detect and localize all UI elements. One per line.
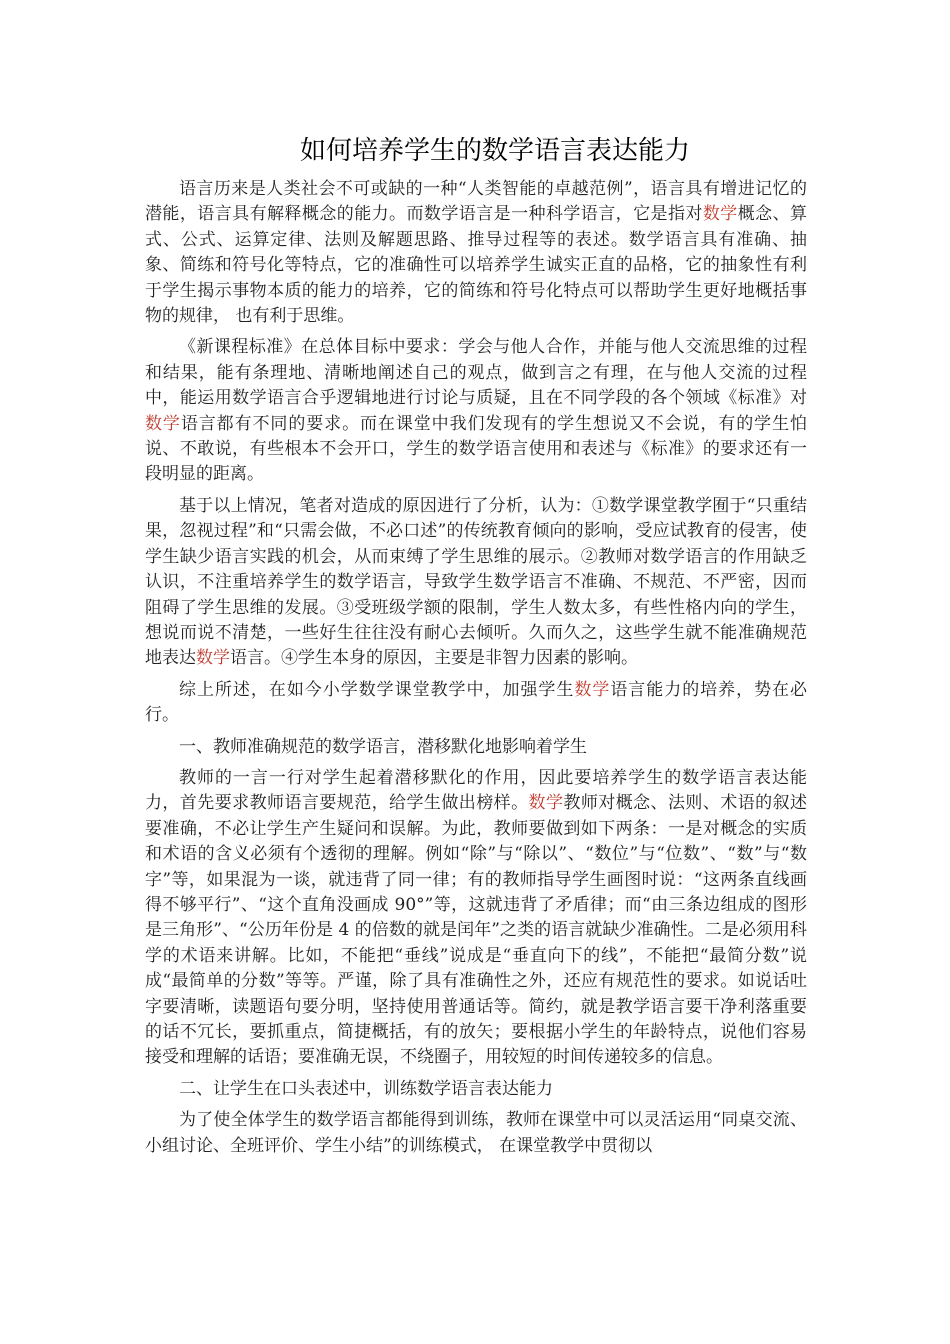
highlighted-keyword: 数学 [574,679,611,700]
paragraph [145,1108,807,1159]
document-title: 如何培养学生的数学语言表达能力 [299,136,690,166]
section-heading [145,1077,807,1102]
highlighted-keyword: 数学 [145,413,181,434]
section-heading [145,735,807,760]
document-body [145,177,807,1165]
text-run: 语言能力的培养，势在必行。 [145,679,808,726]
text-run: 一、教师准确规范的数学语言，潜移默化地影响着学生 [179,736,587,757]
highlighted-keyword: 数学 [528,793,564,814]
text-run: 语言都有不同的要求。而在课堂中我们发现有的学生想说又不会说，有的学生怕说、不敢说，有些根本不会开口，学生的数学语言使用和表述与《标准》的要求还有一段明显的距离。 [145,413,808,485]
text-run: 基于以上情况，笔者对造成的原因进行了分析，认为：①数学课堂教学囿于“只重结果，忽视过程”和“只需会做，不必口述”的传统教育倾向的影响，受应试教育的侵害，使学生缺少语言实践的机会，从而束缚了学生思维的展示。②教师对数学语言的作用缺乏认识，不注重培养学生的数学语言，导致学生数学语言不准确、不规范、不严密，因而阻碍了学生思维的发展。③受班级学额的限制，学生人数太多，有些性格内向的学生，想说而说不清楚，一些好生往往没有耐心去倾听。久而久之，这些学生就不能准确规范地表达 [145,495,807,669]
highlighted-keyword: 数学 [702,204,738,225]
paragraph [145,678,807,729]
paragraph [145,335,807,487]
highlighted-keyword: 数学 [196,648,230,669]
text-run: 为了使全体学生的数学语言都能得到训练，教师在课堂中可以灵活运用“同桌交流、小组讨论、全班评价、学生小结”的训练模式， 在课堂教学中贯彻以 [145,1110,807,1156]
paragraph [145,494,807,672]
text-run: 语言。④学生本身的原因，主要是非智力因素的影响。 [230,648,638,669]
text-run: 综上所述，在如今小学数学课堂教学中，加强学生 [179,679,575,700]
text-run: 《新课程标准》在总体目标中要求：学会与他人合作，并能与他人交流思维的过程和结果，能有条理地、清晰地阐述自己的观点，做到言之有理，在与他人交流的过程中，能运用数学语言合乎逻辑地进行讨论与质疑，且在不同学段的各个领域《标准》对 [145,337,807,409]
paragraph [145,766,807,1071]
text-run: 二、让学生在口头表述中，训练数学语言表达能力 [179,1078,553,1099]
text-run: 教师的一言一行对学生起着潜移默化的作用，因此要培养学生的数学语言表达能力，首先要求教师语言要规范，给学生做出榜样。 [145,767,807,814]
text-run: 语言历来是人类社会不可或缺的一种“人类智能的卓越范例”，语言具有增进记忆的潜能，语言具有解释概念的能力。而数学语言是一种科学语言，它是指对 [145,179,807,225]
paragraph [145,177,807,329]
text-run: 概念、算式、公式、运算定律、法则及解题思路、推导过程等的表述。数学语言具有准确、抽象、简练和符号化等特点，它的准确性可以培养学生诚实正直的品格，它的抽象性有利于学生揭示事物本质的能力的培养，它的简练和符号化特点可以帮助学生更好地概括事物的规律， 也有利于思维。 [145,204,808,327]
text-run: 教师对概念、法则、术语的叙述要准确，不必让学生产生疑问和误解。为此，教师要做到如下两条：一是对概念的实质和术语的含义必须有个透彻的理解。例如“除”与“除以”、“数位”与“位数”、“数”与“数字”等，如果混为一谈，就违背了同一律；有的教师指导学生画图时说：“这两条直线画得不够平行”、“这个直角没画成 90°”等，这就违背了矛盾律；而“由三条边组成的图形是三角形”、“公历年份是 4 的倍数的就是闰年”之类的语言就缺少准确性。二是必须用科学的术语来讲解。比如，不能把“垂线”说成是“垂直向下的线”，不能把“最简分数”说成“最简单的分数”等等。严谨，除了具有准确性之外，还应有规范性的要求。如说话吐字要清晰，读题语句要分明，坚持使用普通话等。简约，就是教学语言要干净利落重要的话不冗长，要抓重点，简捷概括，有的放矢；要根据小学生的年龄特点，说他们容易接受和理解的话语；要准确无误，不绕圈子，用较短的时间传递较多的信息。 [145,793,808,1068]
